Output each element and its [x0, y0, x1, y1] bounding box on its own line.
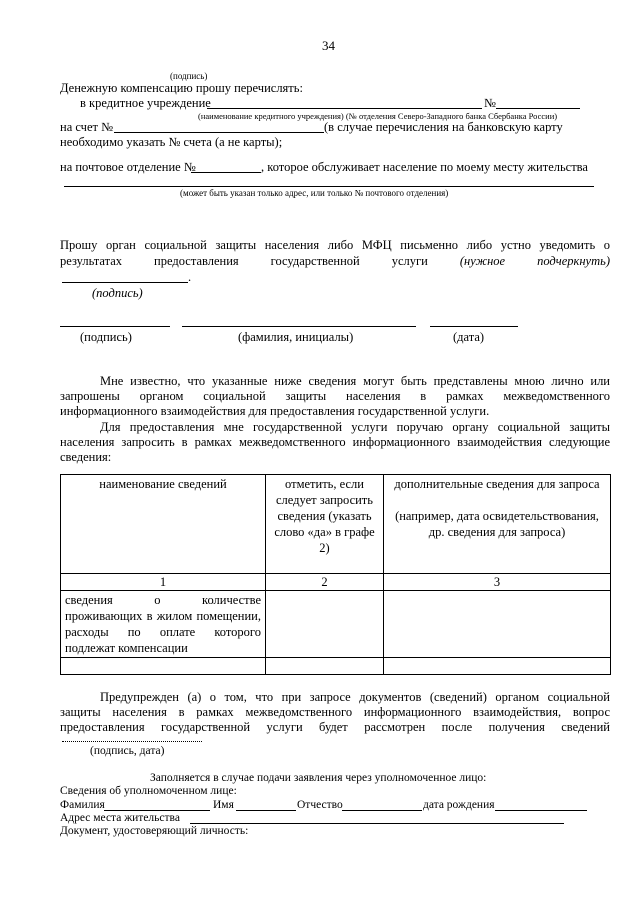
bank-number-sign: №: [484, 96, 496, 110]
warning-line-3: предоставления государственной услуги будет рассмотрен после получения сведений: [60, 720, 610, 734]
representative-title: Заполняется в случае подачи заявления через уполномоченное лицо:: [150, 772, 487, 784]
signature-caption: (подпись): [80, 330, 132, 344]
table-row-extra-cell[interactable]: [384, 591, 611, 658]
table-header-col3: [384, 475, 611, 574]
table-col-number: 2: [266, 574, 384, 591]
info-p1-line-3: информационного взаимодействия для предоставления государственной услуги.: [60, 404, 490, 418]
compensation-intro: Денежную компенсацию прошу перечислять:: [60, 81, 303, 95]
table-number-row: [61, 574, 611, 591]
bank-caption: (наименование кредитного учреждения) (№ отделения Северо-Западного банка Сбербанка России): [198, 111, 558, 121]
table-row-mark-cell[interactable]: [266, 591, 384, 658]
notify-word-italic: (нужное: [459, 254, 506, 268]
rep-address-line[interactable]: [190, 823, 564, 824]
notify-period: .: [188, 270, 192, 284]
table-row-description: сведения о количестве проживающих в жилом помещении, расходы по оплате которого подлежат компенсации: [61, 591, 266, 658]
warning-line-1: Предупрежден (а) о том, что при запросе документов (сведений) органом социальной: [100, 690, 610, 704]
rep-name-label: Имя: [213, 799, 234, 811]
warning-signature-line[interactable]: [62, 741, 202, 742]
notify-word: результатах: [60, 254, 123, 268]
representative-subtitle: Сведения об уполномоченном лице:: [60, 785, 237, 797]
rep-patronymic-line[interactable]: [342, 810, 422, 811]
rep-surname-line[interactable]: [104, 810, 210, 811]
table-col-number: 1: [61, 574, 266, 591]
rep-birth-label: дата рождения: [423, 799, 495, 811]
name-line[interactable]: [182, 326, 416, 327]
post-office-suffix: , которое обслуживает население по моему месту жительства: [261, 160, 588, 174]
rep-surname-label: Фамилия: [60, 799, 105, 811]
table-header-col2: отметить, если следует запросить сведения (указать слово «да» в графе 2): [266, 475, 384, 574]
rep-name-line[interactable]: [236, 810, 296, 811]
account-number-line[interactable]: [114, 132, 324, 133]
bank-label: в кредитное учреждение: [80, 96, 211, 110]
info-p2-line-3: сведения:: [60, 450, 112, 464]
table-col-number: 3: [384, 574, 611, 591]
table-row: [61, 591, 611, 658]
post-office-number-line[interactable]: [191, 172, 261, 173]
info-p2-line-2: населения запросить в рамках межведомственного информационного взаимодействия следующие: [60, 435, 610, 449]
notify-word-italic: подчеркнуть): [537, 254, 610, 268]
table-empty-cell[interactable]: [61, 658, 266, 675]
table-header-col1: наименование сведений: [61, 475, 266, 574]
table-empty-cell[interactable]: [266, 658, 384, 675]
request-table: [60, 474, 611, 675]
post-office-caption: (может быть указан только адрес, или только № почтового отделения): [180, 188, 449, 198]
date-caption: (дата): [453, 330, 485, 344]
post-office-label: на почтовое отделение №: [60, 160, 196, 174]
notify-line-1: Прошу орган социальной защиты населения либо МФЦ письменно либо устно уведомить о: [60, 238, 610, 252]
table-empty-cell[interactable]: [384, 658, 611, 675]
account-note: (в случае перечисления на банковскую карту: [324, 120, 563, 134]
post-office-address-line[interactable]: [64, 186, 594, 187]
rep-patronymic-label: Отчество: [297, 799, 343, 811]
notify-word: предоставления: [154, 254, 239, 268]
table-header-col3-title: дополнительные сведения для запроса: [394, 477, 600, 491]
account-label: на счет №: [60, 120, 114, 134]
notify-signature-caption: (подпись): [92, 286, 143, 300]
date-line[interactable]: [430, 326, 518, 327]
account-note-2: необходимо указать № счета (а не карты);: [60, 135, 283, 149]
table-row-empty: [61, 658, 611, 675]
signature-line[interactable]: [60, 326, 170, 327]
warning-line-2: защиты населения в рамках межведомственного информационного взаимодействия, вопрос: [60, 705, 610, 719]
rep-address-label: Адрес места жительства: [60, 812, 180, 824]
name-caption: (фамилия, инициалы): [238, 330, 354, 344]
rep-document-label: Документ, удостоверяющий личность:: [60, 825, 249, 837]
warning-caption: (подпись, дата): [90, 745, 165, 757]
bank-branch-line[interactable]: [496, 108, 580, 109]
bank-name-line[interactable]: [207, 108, 482, 109]
notify-line-2: [60, 254, 610, 269]
info-p1-line-1: Мне известно, что указанные ниже сведения могут быть представлены мною лично или: [100, 374, 610, 388]
page-number: 34: [322, 38, 335, 53]
table-header-row: [61, 475, 611, 574]
notify-signature-line[interactable]: [62, 282, 188, 283]
table-header-col3-note: (например, дата освидетельствования, др. сведения для запроса): [395, 509, 599, 539]
info-p1-line-2: запрошены органом социальной защиты населения в рамках межведомственного: [60, 389, 610, 403]
notify-word: государственной: [270, 254, 360, 268]
top-signature-caption: (подпись): [170, 71, 208, 81]
notify-word: услуги: [391, 254, 428, 268]
rep-birth-line[interactable]: [495, 810, 587, 811]
info-p2-line-1: Для предоставления мне государственной услуги поручаю органу социальной защиты: [100, 420, 610, 434]
